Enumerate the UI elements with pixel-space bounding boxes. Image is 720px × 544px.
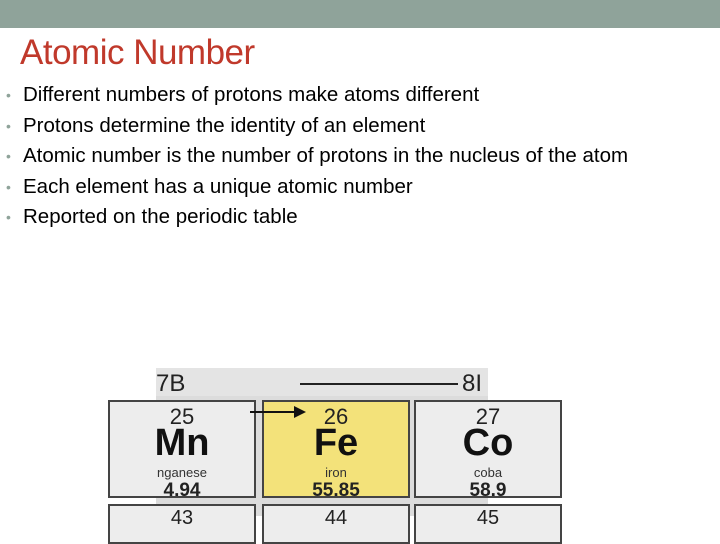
bullet-dot-icon: •: [6, 117, 11, 134]
atomic-number: 45: [476, 507, 500, 529]
element-name: iron: [325, 465, 347, 480]
bullet-text: Protons determine the identity of an element: [23, 113, 426, 137]
atomic-number: 25: [169, 404, 195, 429]
next-row-cell: [414, 504, 562, 544]
atomic-mass: 4.94: [163, 480, 201, 501]
arrow-right-icon: [250, 405, 306, 419]
bullet-text: Atomic number is the number of protons in the nucleus of the atom: [23, 144, 629, 167]
element-symbol: Mn: [154, 422, 210, 464]
element-symbol: Fe: [313, 422, 359, 464]
next-row-cell: [262, 504, 410, 544]
atomic-number: 43: [170, 507, 194, 529]
atomic-number: 44: [324, 507, 348, 529]
atomic-number: 27: [475, 404, 501, 429]
bullet-dot-icon: •: [6, 178, 11, 195]
bullet-item: [6, 176, 696, 198]
bullet-item: [6, 145, 696, 167]
atomic-mass: 55.85: [312, 480, 360, 501]
element-name: coba: [473, 465, 503, 480]
bullet-item: [6, 84, 696, 106]
top-bar: [0, 0, 720, 28]
bullet-text: Different numbers of protons make atoms different: [23, 83, 480, 106]
element-symbol: Co: [462, 422, 514, 464]
bullet-dot-icon: •: [6, 209, 11, 225]
atomic-number: 26: [323, 404, 349, 429]
bullet-dot-icon: •: [6, 87, 11, 103]
element-cell-cobalt: [414, 400, 562, 501]
group-label-right: 8I: [462, 370, 483, 397]
group-label-left: 7B: [156, 370, 186, 397]
bullet-item: [6, 115, 696, 137]
bullet-dot-icon: •: [6, 148, 11, 164]
bullet-text: Each element has a unique atomic number: [23, 174, 413, 198]
next-row-cell: [108, 504, 256, 544]
bullet-text: Reported on the periodic table: [23, 205, 298, 228]
bullet-item: [6, 206, 696, 228]
atomic-mass: 58.9: [469, 480, 507, 501]
bullet-list: [6, 84, 696, 237]
group-line: [300, 383, 458, 385]
slide-title: Atomic Number: [20, 33, 255, 72]
element-cell-manganese: [108, 400, 256, 501]
periodic-table-image: [154, 368, 514, 529]
element-name: nganese: [157, 465, 207, 480]
group-header: [156, 368, 488, 396]
